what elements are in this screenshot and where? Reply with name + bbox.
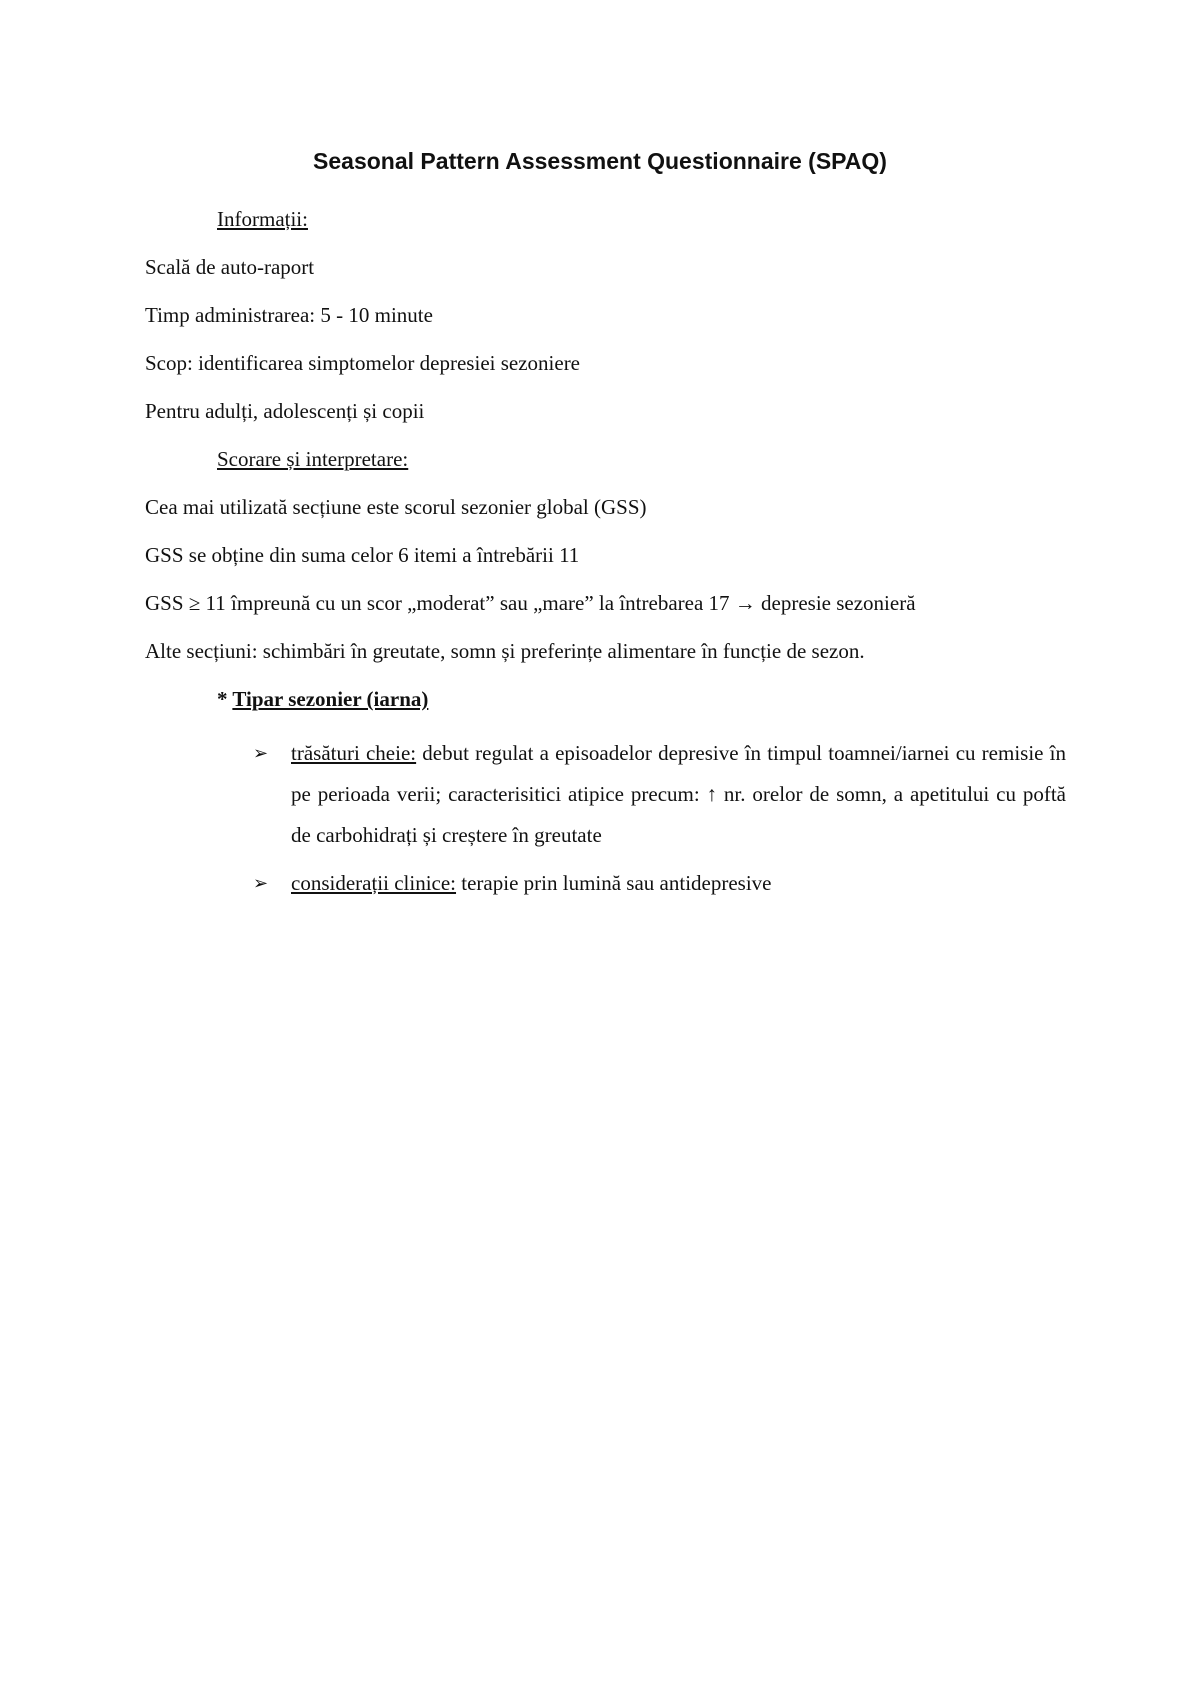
info-line-time: Timp administrarea: 5 - 10 minute: [145, 303, 433, 327]
bullet-clinical-label: considerații clinice:: [291, 871, 457, 895]
info-line-scope: Scop: identificarea simptomelor depresiei sezoniere: [145, 351, 581, 375]
bullet-key-features-label: trăsături cheie:: [291, 741, 417, 765]
bullet-key-features-text: debut regulat a episoadelor depresive în timpul toamnei/iarnei cu remisie în pe perioada verii; caracterisitici atipice precum: ↑ nr. orelor de somn, a apetitului cu poftă de carbohidrați și creștere în greutate: [291, 741, 1067, 847]
scoring-line-gss: Cea mai utilizată secțiune este scorul sezonier global (GSS): [145, 495, 647, 519]
scoring-line-other: Alte secțiuni: schimbări în greutate, somn și preferințe alimentare în funcție de sezon.: [145, 639, 865, 663]
pattern-heading: Tipar sezonier (iarna): [232, 687, 429, 711]
pattern-star: *: [217, 687, 233, 711]
bullet-key-features: [291, 733, 1066, 856]
bullet-clinical-text: terapie prin lumină sau antidepresive: [456, 871, 772, 895]
scoring-line-sum: GSS se obține din suma celor 6 itemi a întrebării 11: [145, 543, 580, 567]
bullet-clinical: [291, 863, 1066, 904]
info-line-scale: Scală de auto-raport: [145, 255, 315, 279]
scoring-line-threshold: GSS ≥ 11 împreună cu un scor „moderat” sau „mare” la întrebarea 17 → depresie sezonieră: [145, 591, 916, 615]
info-heading: Informații:: [217, 207, 308, 231]
arrow-bullet-icon: ➢: [253, 743, 269, 764]
scoring-heading: Scorare și interpretare:: [217, 447, 409, 471]
arrow-bullet-icon: ➢: [253, 873, 269, 894]
info-line-population: Pentru adulți, adolescenți și copii: [145, 399, 425, 423]
pattern-heading-row: [217, 685, 428, 713]
document-title: Seasonal Pattern Assessment Questionnaire (SPAQ): [313, 148, 887, 174]
